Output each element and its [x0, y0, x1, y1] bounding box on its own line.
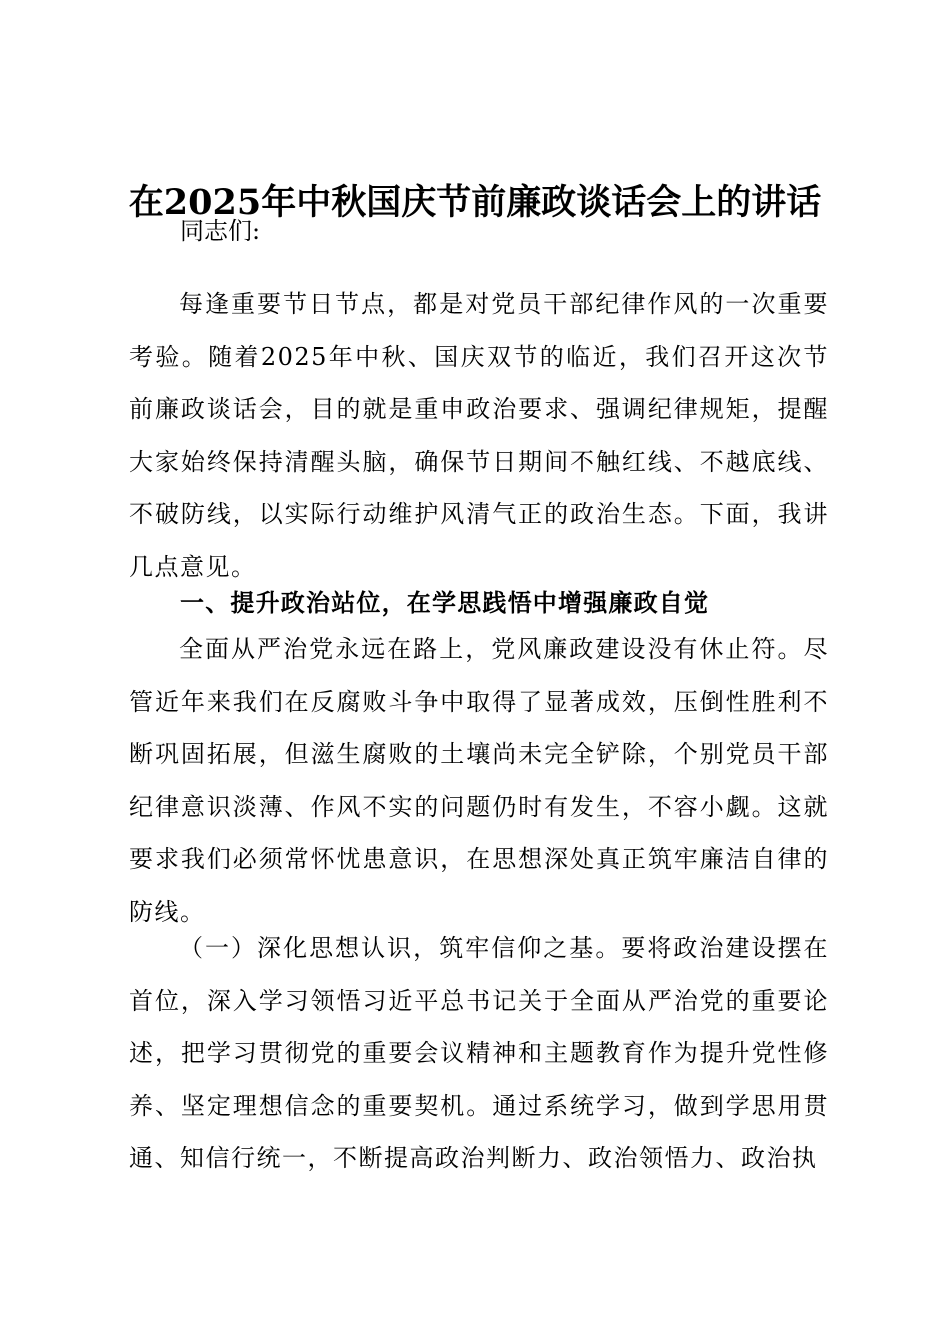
- subsection-paragraph: （一）深化思想认识，筑牢信仰之基。要将政治建设摆在首位，深入学习领悟习近平总书记关于全面从严治党的重要论述，把学习贯彻党的重要会议精神和主题教育作为提升党性修养、坚定理想信念的重要契机。通过系统学习，做到学思用贯通、知信行统一，不断提高政治判断力、政治领悟力、政治执: [129, 934, 829, 1172]
- salutation: 同志们:: [180, 217, 261, 245]
- intro-paragraph: 每逢重要节日节点，都是对党员干部纪律作风的一次重要考验。随着2025年中秋、国庆双节的临近，我们召开这次节前廉政谈话会，目的就是重申政治要求、强调纪律规矩，提醒大家始终保持清醒头脑，确保节日期间不触红线、不越底线、不破防线，以实际行动维护风清气正的政治生态。下面，我讲几点意见。: [129, 290, 829, 581]
- document-title: 在2025年中秋国庆节前廉政谈话会上的讲话: [128, 182, 822, 223]
- section-heading: 一、提升政治站位，在学思践悟中增强廉政自觉: [180, 588, 710, 617]
- section-paragraph: 全面从严治党永远在路上，党风廉政建设没有休止符。尽管近年来我们在反腐败斗争中取得了显著成效，压倒性胜利不断巩固拓展，但滋生腐败的土壤尚未完全铲除，个别党员干部纪律意识淡薄、作风不实的问题仍时有发生，不容小觑。这就要求我们必须常怀忧患意识，在思想深处真正筑牢廉洁自律的防线。: [129, 635, 829, 926]
